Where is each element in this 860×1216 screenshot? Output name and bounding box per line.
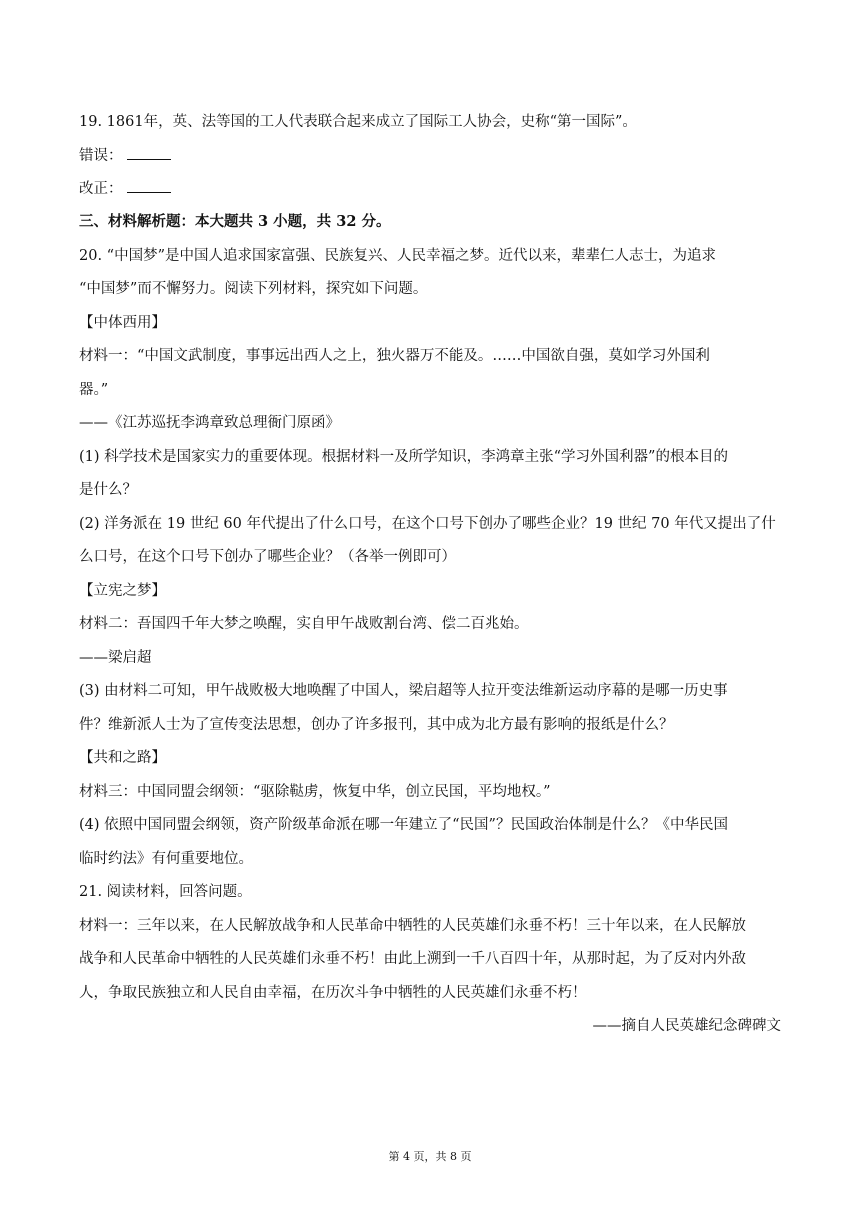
correction-answer-blank[interactable]: [127, 180, 171, 193]
sub-question-4-line-1: (4) 依照中国同盟会纲领，资产阶级革命派在哪一年建立了“民国”？民国政治体制是什么？《中华民国: [79, 817, 728, 833]
question-19-correction-line: [79, 179, 171, 199]
question-19-text: 19. 1861年，英、法等国的工人代表联合起来成立了国际工人协会，史称“第一国际”。: [79, 114, 637, 130]
sub-question-1-line-1: (1) 科学技术是国家实力的重要体现。根据材料一及所学知识，李鸿章主张“学习外国利器”的根本目的: [79, 449, 728, 465]
question-21-intro: 21. 阅读材料，回答问题。: [79, 884, 252, 900]
question-21-material-1-line-1: 材料一：三年以来，在人民解放战争和人民革命中牺牲的人民英雄们永垂不朽！三十年以来，在人民解放: [79, 918, 746, 934]
question-21-material-1-line-2: 战争和人民革命中牺牲的人民英雄们永垂不朽！由此上溯到一千八百四十年，从那时起，为了反对内外敌: [79, 951, 746, 967]
correction-label: 改正：: [79, 181, 123, 197]
sub-question-3-line-1: (3) 由材料二可知，甲午战败极大地唤醒了中国人，梁启超等人拉开变法维新运动序幕的是哪一历史事: [79, 683, 728, 699]
section-3-heading: 三、材料解析题：本大题共 3 小题，共 32 分。: [79, 213, 391, 230]
sub-question-1-line-2: 是什么？: [79, 482, 137, 498]
sub-question-3-line-2: 件？维新派人士为了宣传变法思想，创办了许多报刊，其中成为北方最有影响的报纸是什么？: [79, 717, 674, 733]
question-21-material-1-line-3: 人，争取民族独立和人民自由幸福，在历次斗争中牺牲的人民英雄们永垂不朽！: [79, 985, 587, 1001]
topic-heading-1: 【中体西用】: [79, 315, 166, 331]
topic-heading-3: 【共和之路】: [79, 750, 166, 766]
material-1-source: ——《江苏巡抚李鸿章致总理衙门原函》: [79, 415, 340, 431]
error-answer-blank[interactable]: [127, 147, 171, 160]
topic-heading-2: 【立宪之梦】: [79, 583, 166, 599]
material-2-source: ——梁启超: [79, 650, 152, 666]
question-20-intro-line-2: “中国梦”而不懈努力。阅读下列材料，探究如下问题。: [79, 281, 428, 297]
material-2-text: 材料二：吾国四千年大梦之唤醒，实自甲午战败割台湾、偿二百兆始。: [79, 616, 529, 632]
question-19-error-line: [79, 146, 171, 166]
page-number-footer: 第 4 页，共 8 页: [388, 1150, 472, 1163]
material-1-line-2: 器。”: [79, 382, 109, 398]
sub-question-2-line-1: (2) 洋务派在 19 世纪 60 年代提出了什么口号，在这个口号下创办了哪些企业？19 世纪 70 年代又提出了什: [79, 516, 776, 532]
error-label: 错误：: [79, 148, 123, 164]
question-21-material-1-source: ——摘自人民英雄纪念碑碑文: [592, 1018, 781, 1034]
sub-question-2-line-2: 么口号，在这个口号下创办了哪些企业？（各举一例即可）: [79, 549, 456, 565]
question-20-intro-line-1: 20. “中国梦”是中国人追求国家富强、民族复兴、人民幸福之梦。近代以来，辈辈仁人志士，为追求: [79, 248, 716, 264]
sub-question-4-line-2: 临时约法》有何重要地位。: [79, 851, 253, 867]
material-1-line-1: 材料一：“中国文武制度，事事远出西人之上，独火器万不能及。……中国欲自强，莫如学习外国利: [79, 348, 710, 364]
material-3-text: 材料三：中国同盟会纲领：“驱除鞑虏，恢复中华，创立民国，平均地权。”: [79, 784, 551, 800]
